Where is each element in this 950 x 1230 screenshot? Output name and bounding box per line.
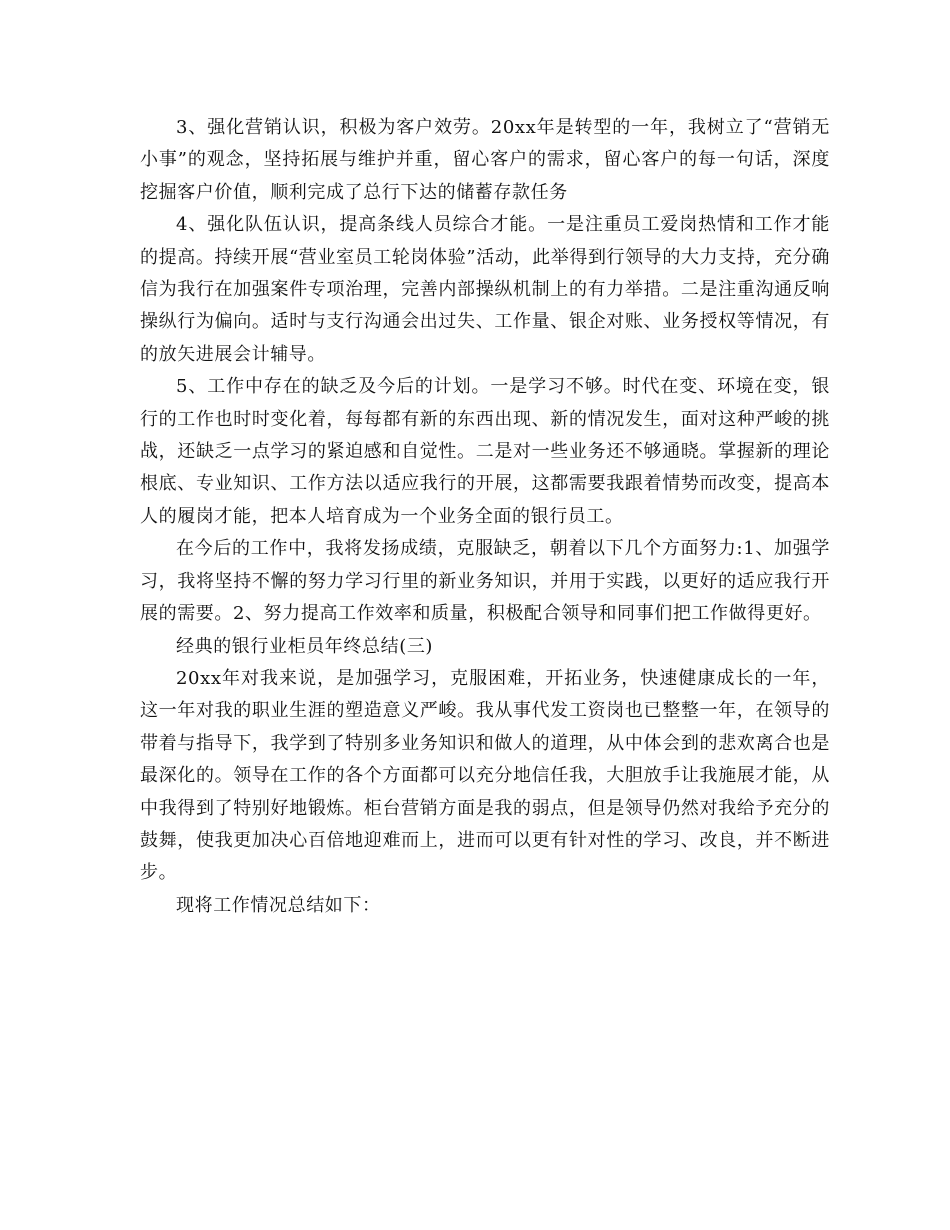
paragraph-marketing: 3、强化营销认识，积极为客户效劳。20xx年是转型的一年，我树立了“营销无小事”的观念，坚持拓展与维护并重，留心客户的需求，留心客户的每一句话，深度挖掘客户价值，顺利完成了总行下达的储蓄存款任务	[140, 117, 830, 203]
paragraph-future-work: 在今后的工作中，我将发扬成绩，克服缺乏，朝着以下几个方面努力:1、加强学习，我将坚持不懈的努力学习行里的新业务知识，并用于实践，以更好的适应我行开展的需要。2、努力提高工作效率和质量，积极配合领导和同事们把工作做得更好。	[140, 538, 830, 625]
paragraph-summary-intro: 现将工作情况总结如下：	[176, 894, 381, 916]
paragraph-team: 4、强化队伍认识，提高条线人员综合才能。一是注重员工爱岗热情和工作才能的提高。持续开展“营业室员工轮岗体验”活动，此举得到行领导的大力支持，充分确信为我行在加强案件专项治理，完善内部操纵机制上的有力举措。二是注重沟通反响操纵行为偏向。适时与支行沟通会出过失、工作量、银企对账、业务授权等情况，有的放矢进展会计辅导。	[140, 214, 830, 365]
paragraph-shortcomings: 5、工作中存在的缺乏及今后的计划。一是学习不够。时代在变、环境在变，银行的工作也时时变化着，每每都有新的东西出现、新的情况发生，面对这种严峻的挑战，还缺乏一点学习的紧迫感和自觉性。二是对一些业务还不够通晓。掌握新的理论根底、专业知识、工作方法以适应我行的开展，这都需要我跟着情势而改变，提高本人的履岗才能，把本人培育成为一个业务全面的银行员工。	[140, 376, 830, 527]
paragraph-year-review: 20xx年对我来说，是加强学习，克服困难，开拓业务，快速健康成长的一年，这一年对我的职业生涯的塑造意义严峻。我从事代发工资岗也已整整一年，在领导的带着与指导下，我学到了特别多业务知识和做人的道理，从中体会到的悲欢离合也是最深化的。领导在工作的各个方面都可以充分地信任我，大胆放手让我施展才能，从中我得到了特别好地锻炼。柜台营销方面是我的弱点，但是领导仍然对我给予充分的鼓舞，使我更加决心百倍地迎难而上，进而可以更有针对性的学习、改良，并不断进步。	[140, 667, 830, 884]
section-heading: 经典的银行业柜员年终总结(三)	[176, 635, 434, 657]
document-body	[140, 112, 830, 922]
